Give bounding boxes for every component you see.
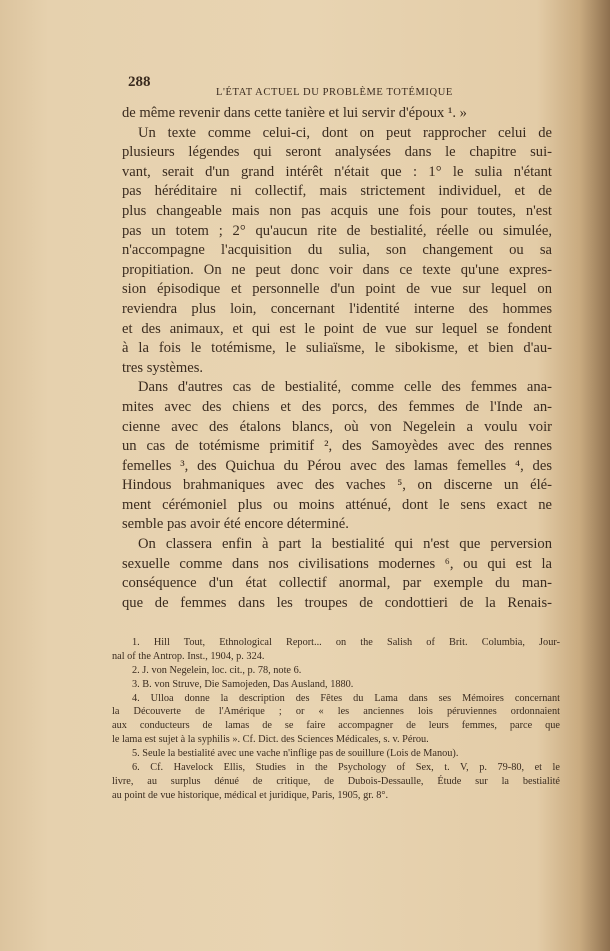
text-line: vant, serait d'un grand intérêt n'était que : 1° le sulia n'étant — [122, 163, 552, 180]
text-line: sion épisodique et personnelle d'un point de vue sur lequel on — [122, 281, 552, 298]
text-line: mites avec des chiens et des porcs, des femmes de l'Inde an- — [122, 398, 552, 415]
text-line: On classera enfin à part la bestialité qui n'est que perversion — [138, 536, 552, 553]
footnote-line: 3. B. von Struve, Die Samojeden, Das Ausland, 1880. — [132, 678, 354, 690]
footnote-line: 1. Hill Tout, Ethnological Report... on the Salish of Brit. Columbia, Jour- — [132, 637, 560, 648]
text-line: tres systèmes. — [122, 359, 204, 376]
page-number: 288 — [128, 74, 151, 90]
text-line: de même revenir dans cette tanière et lui servir d'époux ¹. » — [122, 105, 467, 121]
footnote-line: 4. Ulloa donne la description des Fêtes du Lama dans ses Mémoires concernant — [132, 692, 560, 704]
text-line: Dans d'autres cas de bestialité, comme celle des femmes ana- — [138, 379, 552, 396]
footnote-line: 5. Seule la bestialité avec une vache n'inflige pas de souillure (Lois de Manou). — [132, 748, 459, 760]
footnote-line: la Découverte de l'Amérique ; or « les anciennes lois péruviennes ordonnaient — [112, 706, 560, 718]
footnote-line: nal of the Antrop. Inst., 1904, p. 324. — [112, 650, 265, 662]
text-line: Un texte comme celui-ci, dont on peut rapprocher celui de — [138, 124, 552, 141]
footnote-line: livre, au surplus dénué de critique, de Dubois-Dessaulle, Étude sur la bestialité — [112, 775, 560, 787]
text-line: conséquence d'un état collectif anormal, par exemple du man- — [122, 575, 552, 592]
text-line: semble pas avoir été encore déterminé. — [122, 516, 349, 533]
footnotes — [112, 636, 560, 803]
footnote-line: 6. Cf. Havelock Ellis, Studies in the Psychology of Sex, t. V, p. 79-80, et le — [132, 762, 560, 774]
footnote-line: aux conducteurs de lamas de se faire accompagner de leurs femmes, parce que — [112, 720, 560, 732]
footnote-line: 2. J. von Negelein, loc. cit., p. 78, note 6. — [132, 664, 302, 676]
text-line: plus changeable mais non pas acquis une fois pour toutes, n'est — [122, 202, 552, 219]
footnote-line: le lama est sujet à la syphilis ». Cf. Dict. des Sciences Médicales, s. v. Pérou. — [112, 734, 429, 746]
text-line: à la fois le totémisme, le suliaïsme, le sibokisme, et bien d'au- — [122, 340, 552, 357]
text-line: que de femmes dans les troupes de condottieri de la Renais- — [122, 594, 552, 611]
running-title: L'ÉTAT ACTUEL DU PROBLÈME TOTÉMIQUE — [216, 87, 453, 98]
body-text — [122, 104, 552, 613]
text-line: pas héréditaire ni collectif, mais strictement individuel, et de — [122, 183, 552, 200]
text-line: sexuelle comme dans nos civilisations modernes ⁶, ou qui est la — [122, 555, 552, 572]
text-line: plusieurs légendes qui seront analysées dans le chapitre sui- — [122, 144, 552, 161]
text-line: cienne avec des étalons blancs, où von Negelein a voulu voir — [122, 418, 552, 435]
text-line: Hindous brahmaniques avec des vaches ⁵, on discerne un élé- — [122, 477, 552, 494]
text-line: reviendra plus loin, concernant l'identité interne des hommes — [122, 300, 552, 317]
text-line: n'accompagne l'acquisition du sulia, son changement ou sa — [122, 242, 552, 259]
text-line: femelles ³, des Quichua du Pérou avec des lamas femelles ⁴, des — [122, 457, 552, 474]
text-line: et des animaux, et qui est le point de vue sur lequel se fondent — [122, 320, 552, 337]
text-line: propitiation. On ne peut donc voir dans ce texte qu'une expres- — [122, 261, 552, 278]
text-line: un cas de totémisme primitif ², des Samoyèdes avec des rennes — [122, 438, 552, 455]
text-line: ment cérémoniel plus ou moins atténué, dont le sens exact ne — [122, 496, 552, 513]
footnote-line: au point de vue historique, médical et juridique, Paris, 1905, gr. 8°. — [112, 789, 389, 801]
text-line: pas un totem ; 2° qu'aucun rite de bestialité, réelle ou simulée, — [122, 222, 552, 239]
